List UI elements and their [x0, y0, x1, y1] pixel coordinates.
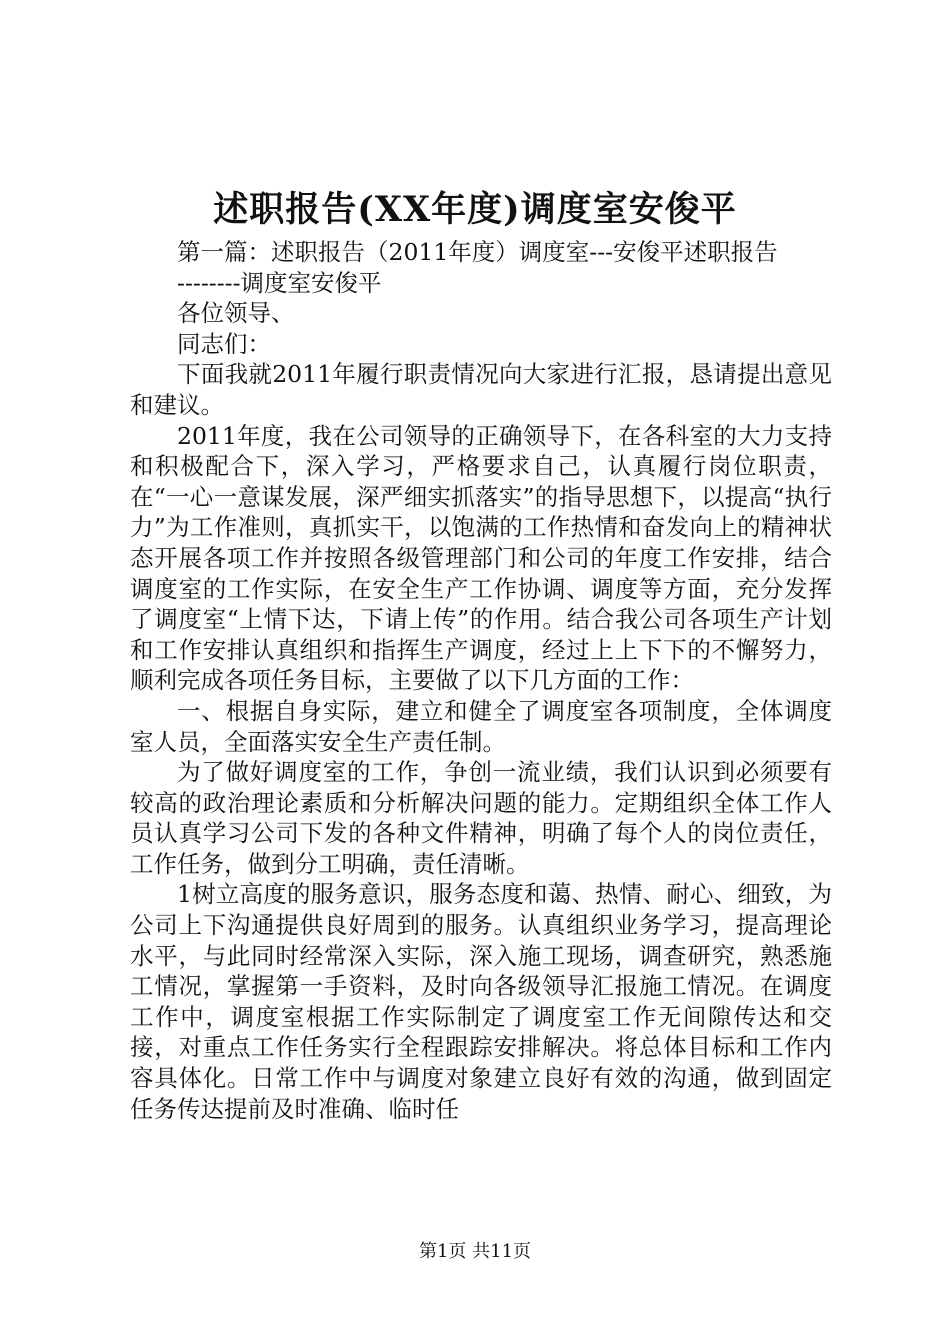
paragraph: 1树立高度的服务意识，服务态度和蔼、热情、耐心、细致，为公司上下沟通提供良好周到的服务。认真组织业务学习，提高理论水平，与此同时经常深入实际，深入施工现场，调查研究，熟悉施工情况，掌握第一手资料，及时向各级领导汇报施工情况。在调度工作中，调度室根据工作实际制定了调度室工作无间隙传达和交接，对重点工作任务实行全程跟踪安排解决。将总体目标和工作内容具体化。日常工作中与调度对象建立良好有效的沟通，做到固定任务传达提前及时准确、临时任: [130, 880, 832, 1123]
paragraph: 为了做好调度室的工作，争创一流业绩，我们认识到必须要有较高的政治理论素质和分析解决问题的能力。定期组织全体工作人员认真学习公司下发的各种文件精神，明确了每个人的岗位责任，工作任务，做到分工明确，责任清晰。: [130, 758, 832, 878]
paragraph: 一、根据自身实际，建立和健全了调度室各项制度，全体调度室人员，全面落实安全生产责任制。: [130, 696, 832, 756]
document-body: [130, 237, 832, 1124]
paragraph: 下面我就2011年履行职责情况向大家进行汇报，恳请提出意见和建议。: [130, 360, 832, 419]
page-number-footer: 第1页 共11页: [418, 1241, 532, 1262]
paragraph: 各位领导、: [177, 299, 295, 328]
paragraph: 2011年度，我在公司领导的正确领导下，在各科室的大力支持和积极配合下，深入学习，严格要求自己，认真履行岗位职责，在“一心一意谋发展，深严细实抓落实”的指导思想下，以提高“执行力”为工作准则，真抓实干，以饱满的工作热情和奋发向上的精神状态开展各项工作并按照各级管理部门和公司的年度工作安排，结合调度室的工作实际，在安全生产工作协调、调度等方面，充分发挥了调度室“上情下达，下请上传”的作用。结合我公司各项生产计划和工作安排认真组织和指挥生产调度，经过上上下下的不懈努力，顺利完成各项任务目标，主要做了以下几方面的工作：: [130, 421, 832, 695]
paragraph: 同志们：: [177, 329, 271, 358]
paragraph: --------调度室安俊平: [177, 268, 382, 297]
paragraph: 第一篇：述职报告（2011年度）调度室---安俊平述职报告: [177, 238, 778, 266]
document-title: 述职报告(XX年度)调度室安俊平: [213, 189, 737, 230]
